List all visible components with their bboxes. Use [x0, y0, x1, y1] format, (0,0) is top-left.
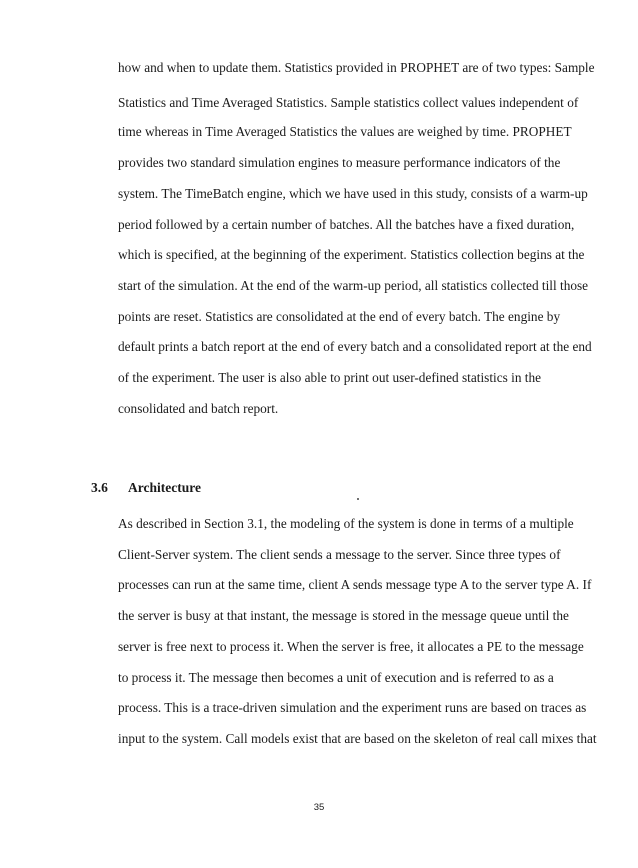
- text-line: provides two standard simulation engines to measure performance indicators of the: [118, 155, 561, 170]
- text-line: consolidated and batch report.: [118, 401, 279, 416]
- text-line: start of the simulation. At the end of the warm-up period, all statistics collected till those: [118, 278, 589, 293]
- text-line: Client-Server system. The client sends a message to the server. Since three types of: [118, 547, 561, 562]
- text-line: As described in Section 3.1, the modeling of the system is done in terms of a multiple: [118, 516, 574, 531]
- text-line: points are reset. Statistics are consolidated at the end of every batch. The engine by: [118, 309, 561, 324]
- text-line: processes can run at the same time, client A sends message type A to the server type A. If: [118, 577, 592, 592]
- text-line: which is specified, at the beginning of the experiment. Statistics collection begins at the: [118, 247, 585, 262]
- section-heading: [91, 481, 201, 495]
- text-line: to process it. The message then becomes a unit of execution and is referred to as a: [118, 670, 554, 685]
- text-line: process. This is a trace-driven simulation and the experiment runs are based on traces as: [118, 700, 587, 715]
- text-line: default prints a batch report at the end of every batch and a consolidated report at the end: [118, 339, 592, 354]
- section-number: 3.6: [91, 480, 108, 495]
- text-line: time whereas in Time Averaged Statistics the values are weighed by time. PROPHET: [118, 124, 572, 139]
- scan-speck: [357, 498, 359, 500]
- text-line: server is free next to process it. When the server is free, it allocates a PE to the message: [118, 639, 584, 654]
- text-line: system. The TimeBatch engine, which we have used in this study, consists of a warm-up: [118, 186, 588, 201]
- text-line: Statistics and Time Averaged Statistics. Sample statistics collect values independent of: [118, 95, 579, 110]
- text-line: period followed by a certain number of batches. All the batches have a fixed duration,: [118, 217, 575, 232]
- text-line: of the experiment. The user is also able to print out user-defined statistics in the: [118, 370, 542, 385]
- page-number: 35: [313, 802, 325, 813]
- section-title: Architecture: [128, 480, 201, 495]
- text-line: how and when to update them. Statistics provided in PROPHET are of two types: Sample: [118, 60, 595, 75]
- text-line: input to the system. Call models exist that are based on the skeleton of real call mixes that: [118, 731, 597, 746]
- text-line: the server is busy at that instant, the message is stored in the message queue until the: [118, 608, 569, 623]
